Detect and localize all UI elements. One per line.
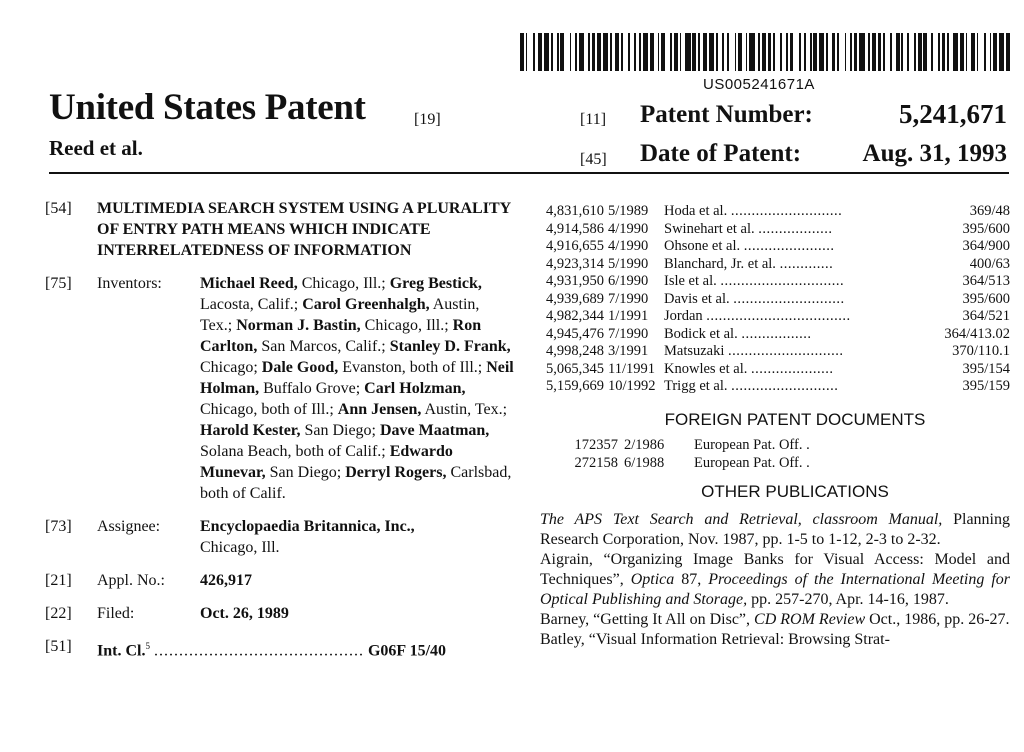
reference-row bbox=[540, 238, 1010, 256]
publication-4: Batley, “Visual Information Retrieval: Browsing Strat- bbox=[540, 630, 890, 648]
inventor-name: Carl Holzman, bbox=[364, 380, 466, 397]
references-column bbox=[540, 203, 1010, 650]
reference-date: 6/1990 bbox=[608, 273, 649, 289]
reference-row bbox=[540, 203, 1010, 221]
header-rule bbox=[49, 172, 1009, 174]
reference-date: 10/1992 bbox=[608, 378, 656, 394]
field-inventors-label: Inventors: bbox=[97, 275, 162, 292]
reference-row bbox=[540, 378, 1010, 396]
inventor-name: Carol Greenhalgh, bbox=[302, 296, 430, 313]
int-cl-value: G06F 15/40 bbox=[367, 642, 447, 660]
patent-number-value: 5,241,671 bbox=[899, 99, 1007, 129]
reference-number: 4,998,248 bbox=[546, 343, 604, 359]
reference-number: 4,982,344 bbox=[546, 308, 604, 324]
invention-title: MULTIMEDIA SEARCH SYSTEM USING A PLURALITY OF ENTRY PATH MEANS WHICH INDICATE INTERRELATEDNESS OF INFORMATION bbox=[97, 200, 511, 259]
field-inventors bbox=[45, 273, 515, 504]
inventor-location: Solana Beach, both of Calif.; bbox=[200, 443, 390, 460]
inventor-name: Ann Jensen, bbox=[337, 401, 422, 418]
inventor-location: Chicago, Ill.; bbox=[360, 317, 453, 334]
reference-row bbox=[540, 308, 1010, 326]
reference-inventor: Davis et al. ........................... bbox=[664, 290, 845, 307]
inventor-location: Chicago, Ill.; bbox=[297, 275, 390, 292]
reference-date: 4/1990 bbox=[608, 238, 649, 254]
reference-number: 4,931,950 bbox=[546, 273, 604, 289]
title-code: [19] bbox=[414, 111, 441, 128]
assignee-location: Chicago, Ill. bbox=[200, 539, 280, 556]
reference-number: 4,914,586 bbox=[546, 220, 604, 237]
publication-3: Barney, “Getting It All on Disc”, CD ROM Review Oct., 1986, pp. 26-27. bbox=[540, 610, 1010, 628]
reference-row bbox=[540, 361, 1010, 379]
date-code: [45] bbox=[580, 151, 607, 168]
publication-2: Aigrain, “Organizing Image Banks for Visual Access: Model and Techniques”, Optica 87, Proceedings of the International Meeting for Optical Publishing and Storage, pp. 257-270, Apr. 14-16, 1987. bbox=[540, 550, 1011, 608]
field-appl-no-label: Appl. No.: bbox=[97, 572, 165, 589]
barcode-number: US005241671A bbox=[703, 76, 815, 93]
reference-inventor: Jordan ................................... bbox=[664, 308, 851, 324]
reference-class: 395/600 bbox=[962, 290, 1010, 307]
field-appl-no bbox=[45, 570, 515, 591]
reference-row bbox=[540, 326, 1010, 344]
reference-class: 364/521 bbox=[962, 308, 1010, 324]
reference-number: 4,916,655 bbox=[546, 238, 604, 254]
reference-date: 3/1991 bbox=[608, 343, 649, 359]
reference-date: 4/1990 bbox=[608, 220, 649, 237]
foreign-reference-row bbox=[540, 454, 1010, 472]
us-references bbox=[540, 203, 1010, 396]
reference-inventor: Ohsone et al. ...................... bbox=[664, 238, 835, 254]
document-title: United States Patent bbox=[49, 87, 366, 128]
inventor-location: Carlsbad, both of Calif. bbox=[200, 464, 512, 502]
reference-class: 369/48 bbox=[969, 203, 1010, 219]
field-title bbox=[45, 198, 515, 261]
appl-no-value: 426,917 bbox=[200, 572, 252, 589]
inventor-name: Dale Good, bbox=[261, 359, 339, 376]
inventor-short: Reed et al. bbox=[49, 136, 143, 160]
reference-number: 4,945,476 bbox=[546, 325, 604, 342]
field-int-cl-code: [51] bbox=[45, 638, 72, 655]
inventors-list bbox=[200, 273, 515, 504]
int-cl-dots: .......................................... bbox=[153, 642, 364, 660]
inventor-location: Evanston, both of Ill.; bbox=[338, 359, 487, 376]
int-cl-superscript: 5 bbox=[145, 641, 150, 651]
reference-inventor: Matsuzaki ............................ bbox=[664, 343, 844, 359]
inventor-location: San Diego; bbox=[265, 464, 346, 481]
foreign-number: 172357 bbox=[574, 436, 618, 453]
inventor-name: Edwardo Munevar, bbox=[200, 443, 453, 481]
foreign-date: 6/1988 bbox=[624, 454, 665, 471]
reference-date: 1/1991 bbox=[608, 308, 649, 324]
foreign-office: European Pat. Off. . bbox=[694, 454, 810, 471]
inventor-name: Harold Kester, bbox=[200, 422, 301, 439]
publication-1: The APS Text Search and Retrieval, classroom Manual, Planning Research Corporation, Nov. 1987, pp. 1-5 to 1-12, 2-3 to 2-32. bbox=[540, 510, 1010, 548]
date-value: Aug. 31, 1993 bbox=[862, 140, 1007, 167]
reference-inventor: Trigg et al. .......................... bbox=[664, 378, 839, 394]
reference-row bbox=[540, 256, 1010, 274]
inventor-location: San Marcos, Calif.; bbox=[257, 338, 390, 355]
inventor-location: Austin, Tex.; bbox=[421, 401, 508, 418]
reference-class: 370/110.1 bbox=[952, 343, 1010, 359]
inventor-name: Michael Reed, bbox=[200, 275, 298, 292]
inventor-name: Derryl Rogers, bbox=[345, 464, 447, 481]
inventor-name: Ron Carlton, bbox=[200, 317, 482, 355]
foreign-office: European Pat. Off. . bbox=[694, 436, 810, 453]
field-appl-no-code: [21] bbox=[45, 572, 72, 589]
inventor-location: Lacosta, Calif.; bbox=[200, 296, 303, 313]
date-label: Date of Patent: bbox=[640, 140, 802, 167]
inventor-location: Chicago; bbox=[200, 359, 262, 376]
field-int-cl bbox=[45, 636, 515, 661]
reference-inventor: Swinehart et al. .................. bbox=[664, 220, 833, 237]
reference-number: 5,159,669 bbox=[546, 378, 604, 394]
assignee-name: Encyclopaedia Britannica, Inc., bbox=[200, 518, 415, 535]
reference-class: 395/154 bbox=[962, 360, 1010, 377]
reference-class: 395/600 bbox=[962, 220, 1010, 237]
reference-inventor: Knowles et al. .................... bbox=[664, 360, 834, 377]
field-inventors-code: [75] bbox=[45, 275, 72, 292]
inventor-name: Greg Bestick, bbox=[389, 275, 482, 292]
reference-inventor: Hoda et al. ........................... bbox=[664, 203, 843, 219]
reference-class: 364/413.02 bbox=[944, 325, 1010, 342]
reference-date: 11/1991 bbox=[608, 360, 655, 377]
field-filed-label: Filed: bbox=[97, 605, 135, 622]
other-publications-heading: OTHER PUBLICATIONS bbox=[701, 481, 889, 501]
reference-inventor: Bodick et al. ................. bbox=[664, 325, 812, 342]
reference-number: 5,065,345 bbox=[546, 360, 604, 377]
reference-inventor: Isle et al. .............................. bbox=[664, 273, 845, 289]
inventor-name: Stanley D. Frank, bbox=[389, 338, 511, 355]
field-assignee-label: Assignee: bbox=[97, 518, 161, 535]
inventor-location: San Diego; bbox=[300, 422, 380, 439]
field-filed bbox=[45, 603, 515, 624]
patent-number-code: [11] bbox=[580, 111, 607, 128]
reference-number: 4,831,610 bbox=[546, 203, 604, 219]
reference-row bbox=[540, 273, 1010, 291]
reference-class: 364/900 bbox=[962, 238, 1010, 254]
barcode bbox=[520, 33, 1012, 71]
reference-row bbox=[540, 221, 1010, 239]
reference-date: 5/1990 bbox=[608, 255, 649, 272]
foreign-reference-row bbox=[540, 436, 1010, 454]
reference-date: 7/1990 bbox=[608, 325, 649, 342]
inventor-name: Dave Maatman, bbox=[379, 422, 490, 439]
inventor-location: Buffalo Grove; bbox=[259, 380, 365, 397]
foreign-date: 2/1986 bbox=[624, 436, 665, 453]
reference-number: 4,923,314 bbox=[546, 255, 604, 272]
field-assignee-code: [73] bbox=[45, 518, 72, 535]
field-title-code: [54] bbox=[45, 200, 72, 217]
inventor-location: Austin, Tex.; bbox=[200, 296, 480, 334]
bibliographic-fields bbox=[45, 198, 515, 673]
barcode-bar bbox=[1006, 33, 1010, 71]
inventor-name: Norman J. Bastin, bbox=[236, 317, 361, 334]
int-cl-label: Int. Cl. bbox=[97, 642, 146, 660]
foreign-number: 272158 bbox=[574, 454, 618, 471]
reference-inventor: Blanchard, Jr. et al. ............. bbox=[664, 255, 834, 272]
reference-row bbox=[540, 291, 1010, 309]
reference-date: 5/1989 bbox=[608, 203, 649, 219]
inventor-location: Chicago, both of Ill.; bbox=[200, 401, 338, 418]
reference-class: 400/63 bbox=[969, 255, 1010, 272]
reference-number: 4,939,689 bbox=[546, 290, 604, 307]
reference-date: 7/1990 bbox=[608, 290, 649, 307]
field-assignee bbox=[45, 516, 515, 558]
other-publications bbox=[540, 510, 1010, 650]
foreign-heading: FOREIGN PATENT DOCUMENTS bbox=[664, 409, 926, 429]
inventor-name: Neil Holman, bbox=[200, 359, 514, 397]
foreign-references bbox=[540, 436, 1010, 472]
field-filed-code: [22] bbox=[45, 605, 72, 622]
reference-class: 395/159 bbox=[962, 378, 1010, 394]
patent-number-label: Patent Number: bbox=[640, 101, 813, 128]
filed-value: Oct. 26, 1989 bbox=[200, 605, 289, 622]
reference-row bbox=[540, 343, 1010, 361]
reference-class: 364/513 bbox=[962, 273, 1010, 289]
